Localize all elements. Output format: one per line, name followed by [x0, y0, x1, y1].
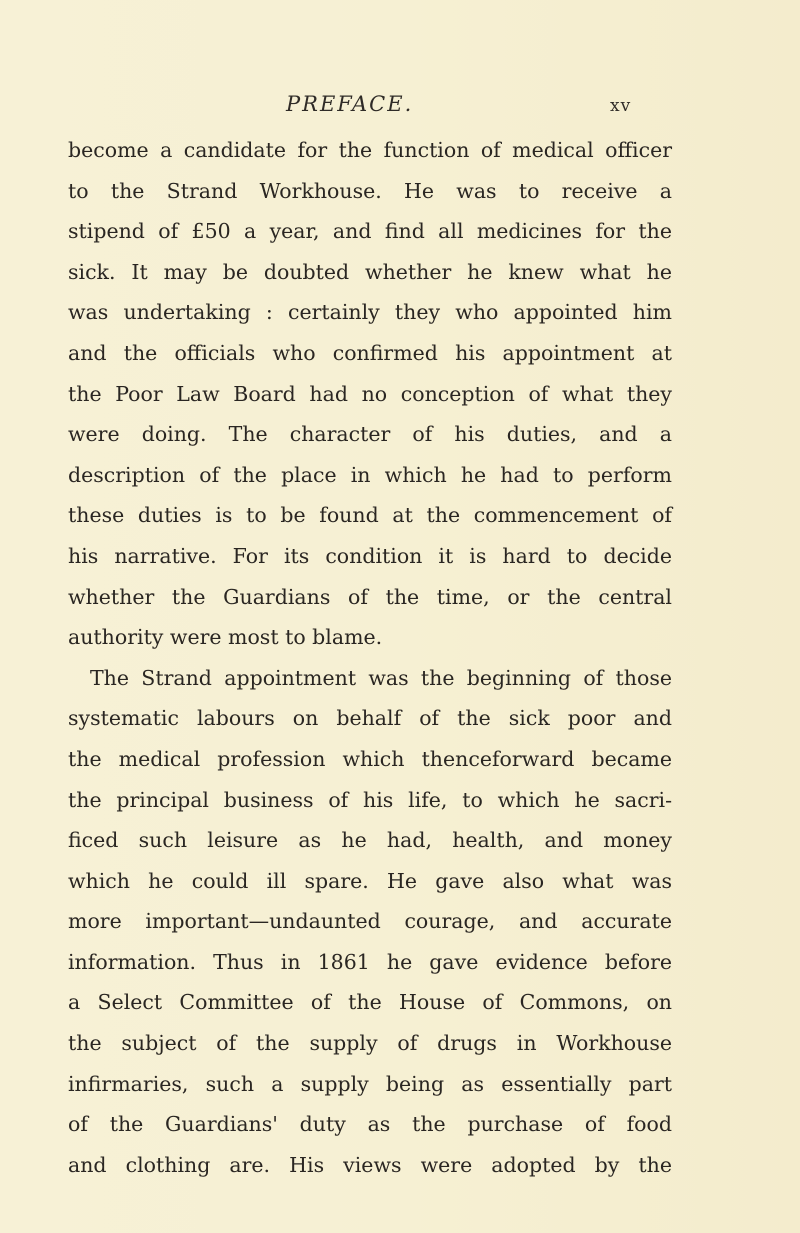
body-text: [68, 130, 672, 1185]
text-line: stipend of £50 a year, and find all medicines for the: [68, 219, 672, 244]
text-line: were doing. The character of his duties, and a: [68, 422, 672, 447]
text-line: the subject of the supply of drugs in Workhouse: [68, 1031, 672, 1056]
text-line: systematic labours on behalf of the sick poor and: [68, 706, 672, 731]
text-line: whether the Guardians of the time, or the central: [68, 584, 672, 609]
text-line: to the Strand Workhouse. He was to receive a: [68, 178, 672, 203]
text-line: sick. It may be doubted whether he knew what he: [68, 259, 672, 284]
text-line: and the officials who confirmed his appointment at: [68, 340, 672, 365]
text-line: more important—undaunted courage, and accurate: [68, 909, 672, 934]
text-line: The Strand appointment was the beginning of those: [90, 665, 672, 690]
text-line: the Poor Law Board had no conception of what they: [68, 381, 672, 406]
text-line: the medical profession which thenceforward became: [68, 746, 672, 771]
text-line: these duties is to be found at the commencement of: [68, 503, 672, 528]
text-line: information. Thus in 1861 he gave evidence before: [68, 949, 672, 974]
text-line: ficed such leisure as he had, health, and money: [68, 828, 672, 853]
running-head: [0, 92, 800, 124]
text-line: and clothing are. His views were adopted by the: [68, 1152, 672, 1177]
text-line: description of the place in which he had to perform: [68, 462, 672, 487]
page-number: xv: [610, 96, 632, 116]
text-line: which he could ill spare. He gave also what was: [68, 868, 672, 893]
text-line: was undertaking : certainly they who appointed him: [68, 300, 672, 325]
text-line: authority were most to blame.: [68, 625, 383, 650]
text-line: his narrative. For its condition it is hard to decide: [68, 543, 672, 568]
text-line: infirmaries, such a supply being as essentially part: [68, 1071, 672, 1096]
running-title: PREFACE.: [286, 92, 414, 116]
text-line: a Select Committee of the House of Commons, on: [68, 990, 672, 1015]
text-line: of the Guardians' duty as the purchase of food: [68, 1112, 672, 1137]
text-line: the principal business of his life, to which he sacri-: [68, 787, 672, 812]
text-line: become a candidate for the function of medical officer: [68, 138, 672, 162]
